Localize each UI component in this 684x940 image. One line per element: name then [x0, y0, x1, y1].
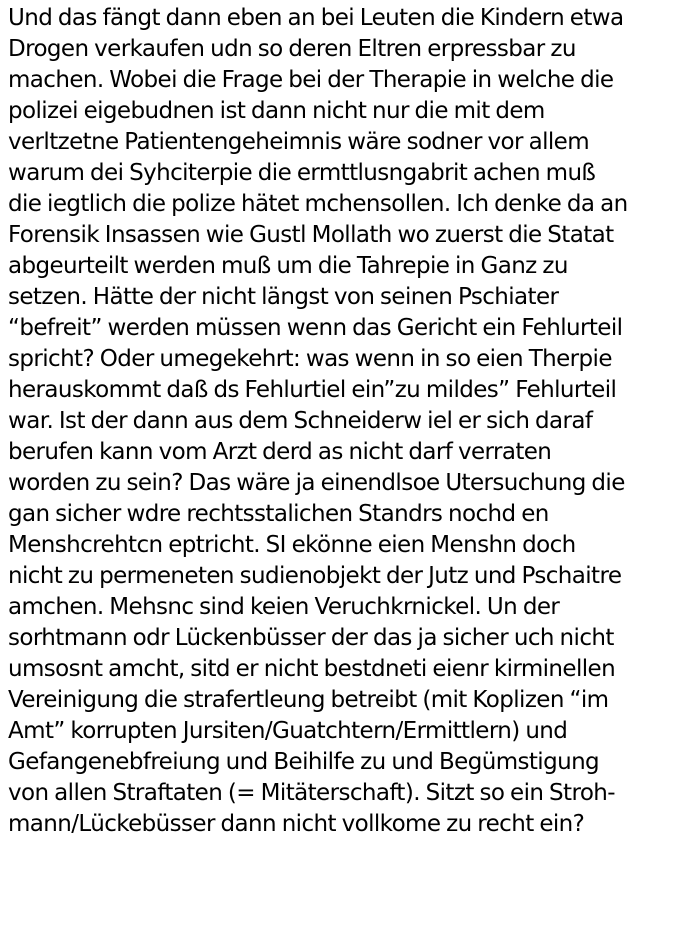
text-line: die iegtlich die polize hätet mchensollen. Ich denke da an: [8, 191, 628, 217]
text-line: Forensik Insassen wie Gustl Mollath wo zuerst die Statat: [8, 222, 614, 248]
text-line: gan sicher wdre rechtsstalichen Standrs nochd en: [8, 501, 549, 527]
text-line: Drogen verkaufen udn so deren Eltren erpressbar zu: [8, 36, 576, 62]
text-line: herauskommt daß ds Fehlurtiel ein”zu mildes” Fehlurteil: [8, 377, 617, 403]
text-line: verltzetne Patientengeheimnis wäre sodner vor allem: [8, 129, 589, 155]
text-line: mann/Lückebüsser dann nicht vollkome zu recht ein?: [8, 811, 585, 837]
text-line: setzen. Hätte der nicht längst von seinen Pschiater: [8, 284, 559, 310]
text-line: worden zu sein? Das wäre ja einendlsoe Utersuchung die: [8, 470, 625, 496]
document-text: [8, 3, 684, 840]
text-line: berufen kann vom Arzt derd as nicht darf verraten: [8, 439, 552, 465]
text-line: polizei eigebudnen ist dann nicht nur die mit dem: [8, 98, 545, 124]
text-line: nicht zu permeneten sudienobjekt der Jutz und Pschaitre: [8, 563, 622, 589]
text-line: amchen. Mehsnc sind keien Veruchkrnickel. Un der: [8, 594, 560, 620]
text-line: machen. Wobei die Frage bei der Therapie in welche die: [8, 67, 614, 93]
text-line: war. Ist der dann aus dem Schneiderw iel er sich daraf: [8, 408, 593, 434]
text-line: spricht? Oder umegekehrt: was wenn in so eien Therpie: [8, 346, 612, 372]
text-line: “befreit” werden müssen wenn das Gericht ein Fehlurteil: [8, 315, 623, 341]
text-line: abgeurteilt werden muß um die Tahrepie in Ganz zu: [8, 253, 568, 279]
text-line: sorhtmann odr Lückenbüsser der das ja sicher uch nicht: [8, 625, 614, 651]
text-line: umsosnt amcht, sitd er nicht bestdneti eienr kirminellen: [8, 656, 616, 682]
text-line: Amt” korrupten Jursiten/Guatchtern/Ermittlern) und: [8, 718, 568, 744]
text-line: Vereinigung die strafertleung betreibt (mit Koplizen “im: [8, 687, 609, 713]
text-line: von allen Straftaten (= Mitäterschaft). Sitzt so ein Stroh-: [8, 780, 615, 806]
text-line: Und das fängt dann eben an bei Leuten die Kindern etwa: [8, 5, 624, 31]
text-line: Menshcrehtcn eptricht. SI ekönne eien Menshn doch: [8, 532, 576, 558]
text-line: warum dei Syhciterpie die ermttlusngabrit achen muß: [8, 160, 596, 186]
text-line: Gefangenebfreiung und Beihilfe zu und Begümstigung: [8, 749, 600, 775]
